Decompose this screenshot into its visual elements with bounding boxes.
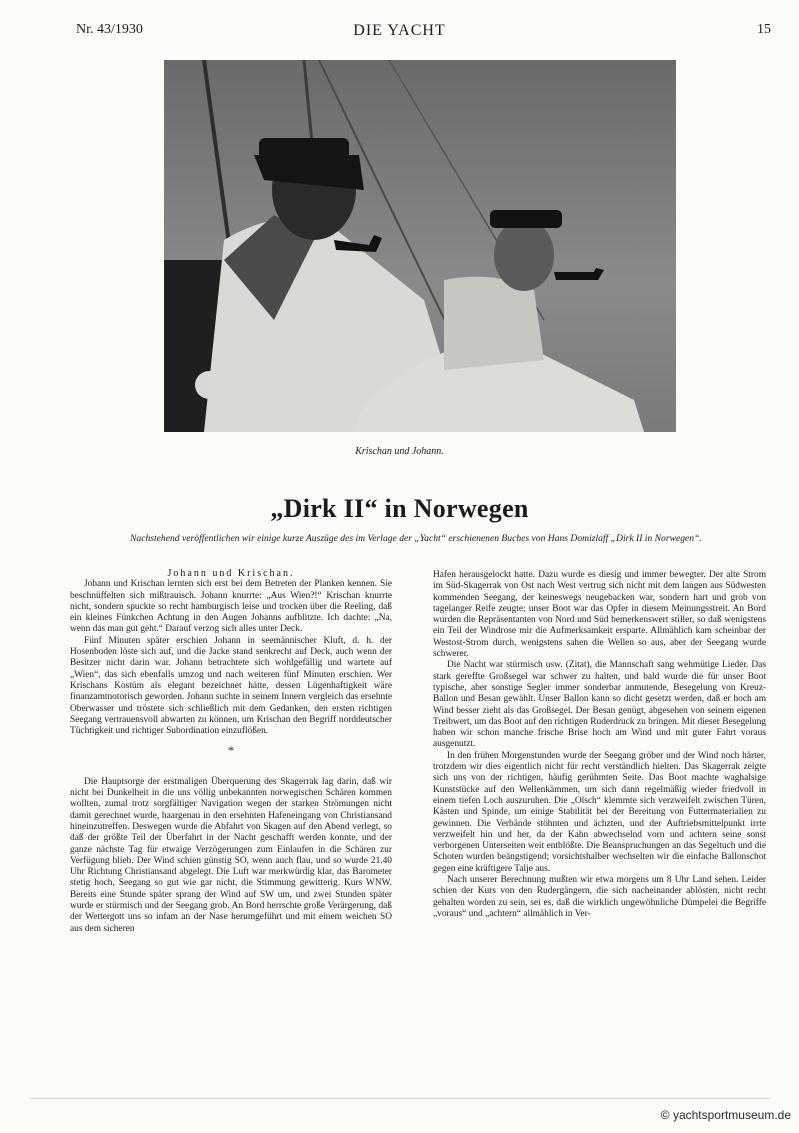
- footer-divider: [30, 1098, 770, 1099]
- page-header: [0, 22, 799, 44]
- watermark: © yachtsportmuseum.de: [660, 1108, 791, 1122]
- paragraph: Fünf Minuten später erschien Johann in seemännischer Kluft, d. h. der Hosenboden löste sich auf, und die Jacke stand senkrecht auf Deck, auch wenn der Besitzer nicht darin war. Johann betrachtete sich wohlgefällig und wartete auf „Wien“, das sich ebenfalls umzog und nach weiteren fünf Minuten erschien. Wer Krischans Kostüm als elegant bezeichnet hätte, dessen Lügenhaftigkeit wäre finanzamtnotorisch geworden. Johann suchte in seinem Innern vergleich das ersehnte Oberwasser und tröstete sich schließlich mit dem Gedanken, den ersten richtigen Seegang vertrauensvoll abwarten zu können, um Krischan den Begriff norddeutscher Tüchtigkeit und richtiger Subordination einzuflößen.: [70, 635, 392, 737]
- article-lead: Nachstehend veröffentlichen wir einige kurze Auszüge des im Verlage der „Yacht“ erschienenen Buches von Hans Domizlaff „Dirk II in Norwegen“.: [130, 533, 702, 544]
- paragraph: Die Hauptsorge der erstmaligen Überquerung des Skagerrak lag darin, daß wir nicht bei Dunkelheit in die uns völlig unbekannten norwegischen Schären kommen wollten, zumal trotz sorgfältiger Navigation wegen der starken Strömungen nicht damit gerechnet wurde, haargenau in den ersehnten Hafeneingang von Christiansand hineinzutreffen. Deswegen wurde die Abfahrt von Skagen auf den Abend verlegt, so daß der größte Teil der Überfahrt in der Nacht geschafft werden konnte, und der ganze nächste Tag für etwaige Verzögerungen zum Einlaufen in die Schären zur Verfügung blieb. Der Wind schien günstig SO, wenn auch flau, und so wurde 21.40 Uhr Richtung Christiansand abgelegt. Die Luft war merkwürdig klar, das Barometer stetig hoch, Seegang so gut wie gar nicht, die Stimmung gewitterig. Kurs WNW. Bereits eine Stunde später sprang der Wind auf SW um, und zwei Stunden später wurde er stürmisch und der Seegang grob. An Bord herrschte große Verärgerung, daß der Wettergott uns so infam an der Nase herumgeführt und mit einem weichen SO aus dem sicheren: [70, 776, 392, 934]
- paragraph: Johann und Krischan lernten sich erst bei dem Betreten der Planken kennen. Sie beschnüffelten sich mißtrauisch. Johann knurrte: „Aus Wien?!“ Krischan knurrte nicht, sondern spuckte so recht hamburgisch leise und trocken über die Reeling, daß ein kleines Fünkchen Achtung in den Augen Johanns aufblitzte. Ich dachte: „Na, wenn das man gut geht.“ Darauf verzog sich alles unter Deck.: [70, 579, 392, 635]
- right-column: [433, 570, 766, 920]
- section-heading: Johann und Krischan.: [167, 568, 295, 579]
- sailors-photo: [164, 60, 676, 432]
- issue-number: Nr. 43/1930: [76, 22, 143, 37]
- page-number: 15: [757, 22, 771, 37]
- paragraph: Hafen herausgelockt hatte. Dazu wurde es diesig und immer bewegter. Der alte Strom im Süd-Skagerrak von Ost nach West vertrug sich nicht mit dem langen aus Südwesten kommenden Seegang, der keineswegs neugebacken war, sondern hart und grob von tagelanger Reife zeugte; unser Boot war das Opfer in diesem Meinungsstreit. An Bord wurden die Repräsentanten von Nord und Süd bemerkenswert stiller, so daß wenigstens ein Teil der Windrose mir die Aufmerksamkeit ersparte. Allmählich kam scheinbar der Westost-Strom durch, wenigstens sahen die Wellen so aus, aber der Seegang wurde schwerer.: [433, 570, 766, 660]
- photo-illustration: [164, 60, 676, 432]
- article-title: „Dirk II“ in Norwegen: [270, 494, 529, 523]
- magazine-title: DIE YACHT: [353, 22, 446, 39]
- paragraph: In den frühen Morgenstunden wurde der Seegang gröber und der Wind noch härter, trotzdem wir dies eigentlich nicht für recht verständlich hielten. Das Skagerrak zeigte sich uns von der richtigen, häufig gerühmten Seite. Das Boot machte waghalsige Kunststücke auf den Wellenkämmen, um sich dann regelmäßig wieder friedvoll in einem tiefen Loch auszuruhen. Die „Olsch“ klemmte sich verzweifelt zwischen Türen, Kästen und Spinde, um einige Stabilität bei der Bereitung von Futtermaterialien zu gewinnen. Die Verbände stöhnten und ächzten, und der Auftriebsmittelpunkt irrte verzweifelt hin und her, da der Kahn abwechselnd vorn und achtern seine sonst verborgenen Unterseiten weit entblößte. Die Beanspruchungen an das Segeltuch und die Schoten wurden beängstigend; vorsichtshalber wechselten wir die einfache Ballonschot gegen eine kräftigere Talje aus.: [433, 750, 766, 874]
- section-separator: *: [228, 743, 234, 758]
- photo-caption: Krischan und Johann.: [355, 446, 444, 457]
- paragraph: Die Nacht war stürmisch usw. (Zitat), die Mannschaft sang wehmütige Lieder. Das stark gereffte Großsegel war schwer zu halten, und bald wurde die für unser Boot typische, aber sonstige Segler immer sonderbar anmutende, Besegelung von Kreuz-Ballon und Besan gewählt. Unser Ballon kann so dicht gesetzt werden, daß er hoch am Wind besser zieht als das Großsegel. Der Besan genügt, abgesehen von seinem eigenen Treibwert, um das Boot auf den richtigen Ruderdruck zu bringen. Mit dieser Besegelung haben wir schon manche frische Brise hoch am Wind und mit guter Fahrt voraus ausgenutzt.: [433, 660, 766, 750]
- paragraph: Nach unserer Berechnung mußten wir etwa morgens um 8 Uhr Land sehen. Leider schien der Kurs von den Rudergängern, die sich nacheinander ablösten, nicht recht gehalten worden zu sein, sei es, daß die wirklich ungewöhnliche Dümpelei die Begriffe „voraus“ und „achtern“ allmählich in Ver-: [433, 875, 766, 919]
- left-column: [70, 568, 392, 935]
